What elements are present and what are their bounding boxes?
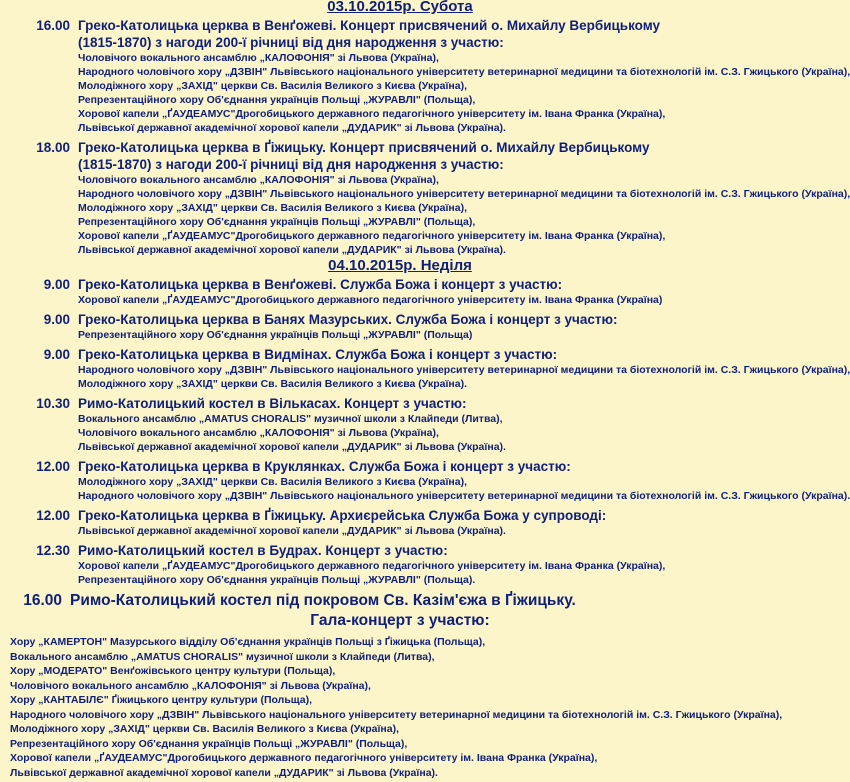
gala-performer-list	[0, 635, 800, 780]
event-time: 9.00	[43, 277, 70, 292]
performer-line: Народного чоловічого хору „ДЗВІН" Львівського національного університету ветеринарної медицини та біотехнологій ім. С.З. Гжицького (Україна),	[10, 708, 783, 721]
performer-line: Хорової капели „ҐАУДЕАМУС"Дрогобицького державного педагогічного університету ім. Івана Франка (Україна),	[78, 560, 666, 572]
schedule-event	[0, 311, 800, 342]
event-title: Греко-Католицька церква в Ґіжицьку. Концерт присвячений о. Михайлу Вербицькому	[78, 140, 650, 155]
performer-line: Чоловічого вокального ансамблю „КАЛОФОНІЯ" зі Львова (Україна),	[78, 427, 439, 439]
schedule-event	[0, 507, 800, 538]
performer-line: Хору „КАМЕРТОН" Мазурського відділу Об'єднання українців Польщі з Ґіжицька (Польща),	[10, 636, 486, 648]
performer-line: Репрезентаційного хору Об'єднання українців Польщі „ЖУРАВЛІ" (Польща),	[10, 737, 408, 750]
event-body	[78, 542, 800, 587]
performer-line: Хору „МОДЕРАТО" Венґожівського центру культури (Польща),	[10, 665, 336, 677]
event-title: Греко-Католицька церква в Венґожеві. Концерт присвячений о. Михайлу Вербицькому	[78, 18, 661, 33]
event-body	[78, 311, 800, 342]
performer-line: Чоловічого вокального ансамблю „КАЛОФОНІЯ" зі Львова (Україна),	[78, 174, 439, 186]
event-time: 12.30	[36, 543, 70, 558]
performer-line: Вокального ансамблю „AMATUS CHORALIS" музичної школи з Клайпеди (Литва),	[78, 413, 503, 425]
event-title: Греко-Католицька церква в Банях Мазурських. Служба Божа і концерт з участю:	[78, 312, 618, 327]
performer-line: Львівської державної академічної хорової капели „ДУДАРИК" зі Львова (Україна).	[78, 525, 506, 537]
gala-body	[70, 591, 800, 631]
schedule-event	[0, 395, 800, 454]
day-heading: 04.10.2015р. Неділя	[328, 257, 472, 274]
performer-line: Львівської державної академічної хорової капели „ДУДАРИК" зі Львова (Україна).	[78, 122, 506, 134]
event-title: Римо-Католицький костел в Вількасах. Концерт з участю:	[78, 396, 467, 411]
performer-line: Народного чоловічого хору „ДЗВІН" Львівського національного університету ветеринарної медицини та біотехнологій ім. С.З. Гжицького (Україна),	[78, 66, 850, 78]
gala-time: 16.00	[23, 592, 62, 609]
event-title: Римо-Католицький костел в Будрах. Концерт з участю:	[78, 543, 448, 558]
schedule-event	[0, 139, 850, 257]
schedule-event	[0, 346, 850, 391]
event-time: 12.00	[36, 508, 70, 523]
event-time: 16.00	[36, 18, 70, 33]
event-time: 18.00	[36, 140, 70, 155]
performer-line: Хорової капели „ҐАУДЕАМУС"Дрогобицького державного педагогічного університету ім. Івана Франка (Україна),	[78, 108, 666, 120]
event-time: 12.00	[36, 459, 70, 474]
performer-line: Молодіжного хору „ЗАХІД" церкви Св. Василія Великого з Києва (Україна),	[78, 80, 467, 92]
performer-line: Молодіжного хору „ЗАХІД" церкви Св. Василія Великого з Києва (Україна).	[78, 378, 467, 390]
performer-line: Репрезентаційного хору Об'єднання українців Польщі „ЖУРАВЛІ" (Польща),	[78, 94, 476, 106]
performer-line: Молодіжного хору „ЗАХІД" церкви Св. Василія Великого з Києва (Україна),	[10, 723, 399, 735]
event-body	[78, 346, 850, 391]
performer-line: Народного чоловічого хору „ДЗВІН" Львівського національного університету ветеринарної медицини та біотехнологій ім. С.З. Гжицького (Україна).	[78, 490, 850, 502]
performer-line: Народного чоловічого хору „ДЗВІН" Львівського національного університету ветеринарної медицини та біотехнологій ім. С.З. Гжицького (Україна),	[78, 364, 850, 376]
event-body	[78, 507, 800, 538]
event-body	[78, 458, 850, 503]
event-body	[78, 17, 850, 135]
performer-line: Хорової капели „ҐАУДЕАМУС"Дрогобицького державного педагогічного університету ім. Івана Франка (Україна),	[10, 752, 598, 764]
event-body	[78, 139, 850, 257]
event-title: (1815-1870) з нагоди 200-ї річниці від дня народження з участю:	[78, 157, 504, 172]
event-title: Греко-Католицька церква в Ґіжицьку. Архиєрейська Служба Божа у супроводі:	[78, 508, 607, 523]
gala-subtitle: Гала-концерт з участю:	[310, 612, 490, 629]
performer-line: Чоловічого вокального ансамблю „КАЛОФОНІЯ" зі Львова (Україна),	[78, 52, 439, 64]
event-title: Греко-Католицька церква в Венґожеві. Служба Божа і концерт з участю:	[78, 277, 563, 292]
performer-line: Народного чоловічого хору „ДЗВІН" Львівського національного університету ветеринарної медицини та біотехнологій ім. С.З. Гжицького (Україна),	[78, 188, 850, 200]
performer-line: Львівської державної академічної хорової капели „ДУДАРИК" зі Львова (Україна).	[78, 441, 506, 453]
event-time: 9.00	[43, 347, 70, 362]
day-heading: 03.10.2015р. Субота	[327, 0, 473, 15]
event-time: 9.00	[43, 312, 70, 327]
gala-title: Римо-Католицький костел під покровом Св. Казім'єжа в Ґіжицьку.	[70, 592, 576, 609]
performer-line: Репрезентаційного хору Об'єднання українців Польщі „ЖУРАВЛІ" (Польща)	[78, 329, 473, 341]
performer-line: Репрезентаційного хору Об'єднання українців Польщі „ЖУРАВЛІ" (Польща).	[78, 574, 476, 586]
event-title: Греко-Католицька церква в Видмінах. Служба Божа і концерт з участю:	[78, 347, 558, 362]
performer-line: Репрезентаційного хору Об'єднання українців Польщі „ЖУРАВЛІ" (Польща),	[78, 216, 476, 228]
event-title: Греко-Католицька церква в Круклянках. Служба Божа і концерт з участю:	[78, 459, 571, 474]
performer-line: Хорової капели „ҐАУДЕАМУС"Дрогобицького державного педагогічного університету ім. Івана Франка (Україна)	[78, 294, 663, 306]
event-time: 10.30	[36, 396, 70, 411]
gala-event	[0, 591, 800, 631]
performer-line: Вокального ансамблю „AMATUS CHORALIS" музичної школи з Клайпеди (Литва),	[10, 650, 435, 663]
performer-line: Чоловічого вокального ансамблю „КАЛОФОНІЯ" зі Львова (Україна),	[10, 679, 371, 692]
performer-line: Молодіжного хору „ЗАХІД" церкви Св. Василія Великого з Києва (Україна),	[78, 202, 467, 214]
schedule-event	[0, 17, 850, 135]
schedule-event	[0, 458, 850, 503]
event-body	[78, 395, 800, 454]
performer-line: Львівської державної академічної хорової капели „ДУДАРИК" зі Львова (Україна).	[10, 766, 438, 779]
performer-line: Молодіжного хору „ЗАХІД" церкви Св. Василія Великого з Києва (Україна),	[78, 476, 467, 488]
performer-line: Львівської державної академічної хорової капели „ДУДАРИК" зі Львова (Україна).	[78, 244, 506, 256]
performer-line: Хору „КАНТАБІЛЄ" Ґіжицького центру культури (Польща),	[10, 694, 313, 706]
performer-line: Хорової капели „ҐАУДЕАМУС"Дрогобицького державного педагогічного університету ім. Івана Франка (Україна),	[78, 230, 666, 242]
schedule-event	[0, 276, 800, 307]
event-title: (1815-1870) з нагоди 200-ї річниці від дня народження з участю:	[78, 35, 504, 50]
schedule-event	[0, 542, 800, 587]
event-body	[78, 276, 800, 307]
